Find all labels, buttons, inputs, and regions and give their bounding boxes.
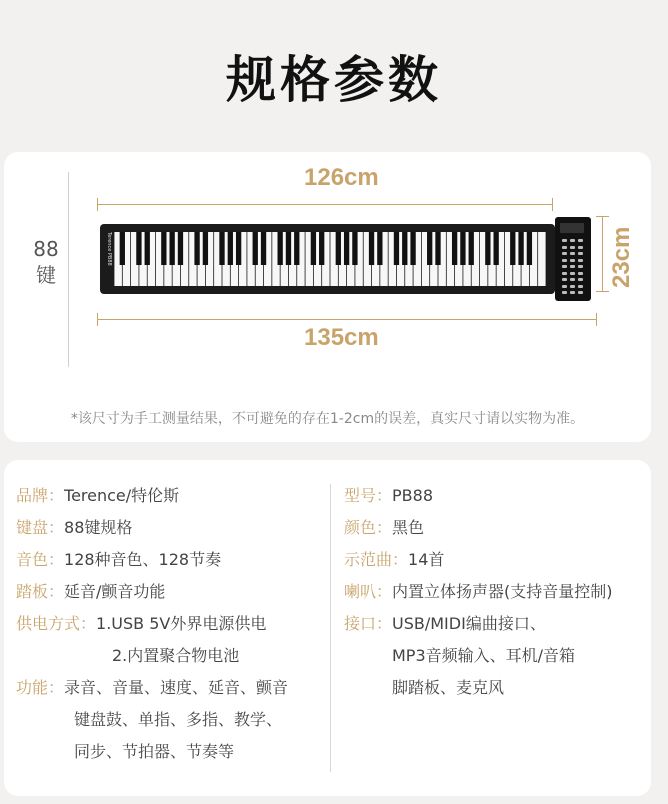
specs-divider [330,484,331,772]
control-button [578,252,583,255]
spec-value: 延音/颤音功能 [64,582,166,601]
spec-row [344,544,644,576]
spec-label: 颜色： [344,518,393,537]
black-key [294,232,299,265]
black-key [203,232,208,265]
black-key [228,232,233,265]
control-screen [560,223,584,233]
spec-row [344,608,644,640]
black-key [286,232,291,265]
black-key [219,232,224,265]
piano-keyboard-image [100,224,555,294]
control-button [562,272,567,275]
spec-value: 录音、音量、速度、延音、颤音 [64,678,289,697]
piano-control-panel [555,217,591,301]
control-button [578,265,583,268]
spec-row [16,544,334,576]
control-button [570,285,575,288]
spec-value-continuation: 键盘鼓、单指、多指、教学、 [74,710,283,729]
black-key [469,232,474,265]
control-button [562,285,567,288]
spec-row [344,576,644,608]
page-title: 规格参数 [226,51,442,109]
black-key [369,232,374,265]
black-key [236,232,241,265]
spec-value-continuation: 脚踏板、麦克风 [392,678,505,697]
spec-row [16,672,334,704]
black-key [161,232,166,265]
spec-value: 1.USB 5V外界电源供电 [96,614,267,633]
spec-label: 音色： [16,550,65,569]
spec-value: 128种音色、128节奏 [64,550,222,569]
black-key [377,232,382,265]
spec-label: 功能： [16,678,65,697]
black-key [136,232,141,265]
specs-left-column [16,480,334,768]
keys-count-label [26,236,66,288]
spec-row [16,512,334,544]
spec-label: 示范曲： [344,550,409,569]
black-key [253,232,258,265]
black-key [527,232,532,265]
width-keys-label: 126cm [304,164,379,191]
black-key [319,232,324,265]
control-button [578,272,583,275]
black-key [311,232,316,265]
spec-row [344,512,644,544]
black-key [510,232,515,265]
spec-value-continuation: 同步、节拍器、节奏等 [74,742,235,761]
black-key [120,232,125,265]
black-key [518,232,523,265]
spec-value: USB/MIDI编曲接口、 [392,614,546,633]
black-key [435,232,440,265]
black-key [336,232,341,265]
keys-count-unit: 键 [36,263,56,287]
spec-row [16,480,334,512]
keys-count-number: 88 [33,237,59,261]
piano-brand-text: Terence PB88 [106,232,112,266]
control-button [562,252,567,255]
spec-value: 内置立体扬声器(支持音量控制) [392,582,613,601]
spec-row [344,480,644,512]
spec-label: 型号： [344,486,393,505]
black-key [485,232,490,265]
black-key [278,232,283,265]
control-button [570,252,575,255]
height-label: 23cm [608,226,635,288]
black-key [427,232,432,265]
measurement-note: *该尺寸为手工测量结果，不可避免的存在1-2cm的误差，真实尺寸请以实物为准。 [70,411,585,427]
black-key [344,232,349,265]
control-button [570,278,575,281]
black-key [394,232,399,265]
control-button [570,272,575,275]
spec-value: 14首 [408,550,445,569]
control-button [562,278,567,281]
control-button [562,239,567,242]
control-button [578,259,583,262]
width-total-dimension-line [97,319,597,320]
control-button [578,285,583,288]
specs-right-column [344,480,644,704]
white-key [538,232,546,286]
black-key [452,232,457,265]
spec-value-continuation: MP3音频输入、耳机/音箱 [392,646,576,665]
black-key [494,232,499,265]
spec-label: 键盘： [16,518,65,537]
spec-row [16,576,334,608]
spec-label: 接口： [344,614,393,633]
black-key [402,232,407,265]
height-dimension-line [602,216,603,292]
control-button [562,265,567,268]
divider-vertical [68,172,69,367]
dimensions-card [4,152,651,442]
control-button [570,259,575,262]
black-key [352,232,357,265]
black-key [261,232,266,265]
control-button [570,291,575,294]
piano-keys [114,232,546,286]
black-key [178,232,183,265]
control-button [570,265,575,268]
spec-value-continuation: 2.内置聚合物电池 [112,646,240,665]
spec-value: 黑色 [392,518,425,537]
black-key [145,232,150,265]
control-button [562,291,567,294]
control-button [578,246,583,249]
spec-value: Terence/特伦斯 [64,486,180,505]
control-button [570,246,575,249]
spec-label: 踏板： [16,582,65,601]
control-button [578,291,583,294]
spec-label: 品牌： [16,486,65,505]
spec-value: 88键规格 [64,518,133,537]
spec-label: 喇叭： [344,582,393,601]
black-key [460,232,465,265]
black-key [194,232,199,265]
control-button [578,278,583,281]
control-button [562,246,567,249]
black-key [410,232,415,265]
width-keys-dimension-line [97,204,553,205]
spec-row [16,608,334,640]
spec-label: 供电方式： [16,614,97,633]
width-total-label: 135cm [304,324,379,351]
spec-value: PB88 [392,486,433,505]
black-key [170,232,175,265]
control-button [562,259,567,262]
control-button [570,239,575,242]
specs-card [4,460,651,796]
control-button [578,239,583,242]
